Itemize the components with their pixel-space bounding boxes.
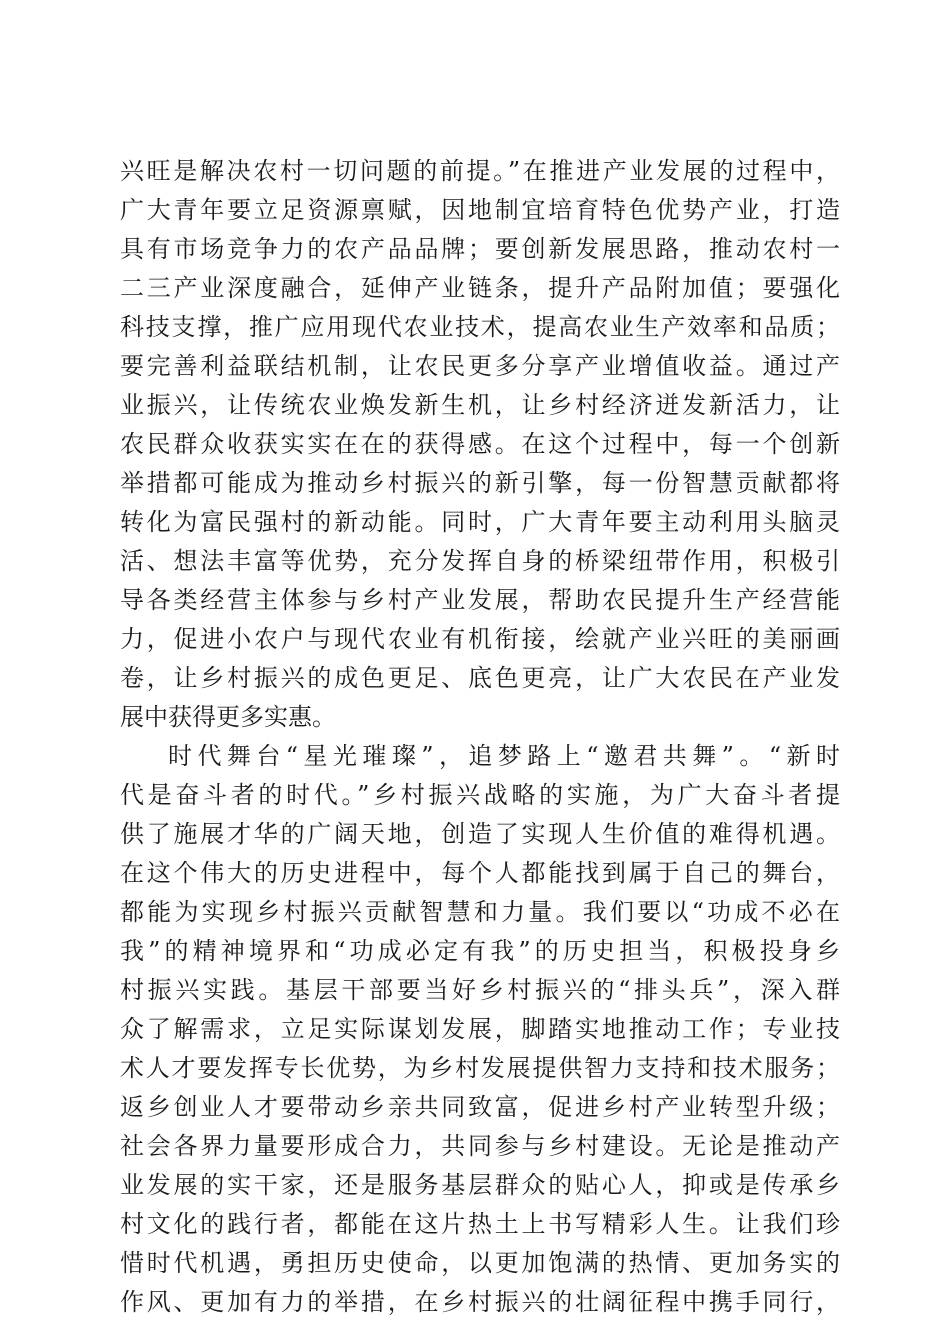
- text-line: 卷，让乡村振兴的成色更足、底色更亮，让广大农民在产业发: [120, 664, 840, 692]
- text-line: 举措都可能成为推动乡村振兴的新引擎，每一份智慧贡献都将: [120, 469, 840, 497]
- text-line: 惜时代机遇，勇担历史使命，以更加饱满的热情、更加务实的: [120, 1249, 840, 1277]
- text-line: 业振兴，让传统农业焕发新生机，让乡村经济迸发新活力，让: [120, 391, 840, 419]
- text-line: 代是奋斗者的时代。”乡村振兴战略的实施，为广大奋斗者提: [120, 781, 840, 809]
- text-line: 我”的精神境界和“功成必定有我”的历史担当，积极投身乡: [120, 937, 840, 965]
- text-line: 要完善利益联结机制，让农民更多分享产业增值收益。通过产: [120, 352, 840, 380]
- text-line: 村文化的践行者，都能在这片热土上书写精彩人生。让我们珍: [120, 1210, 840, 1238]
- text-line: 农民群众收获实实在在的获得感。在这个过程中，每一个创新: [120, 430, 840, 458]
- text-line: 活、想法丰富等优势，充分发挥自身的桥梁纽带作用，积极引: [120, 547, 840, 575]
- text-line: 具有市场竞争力的农产品品牌；要创新发展思路，推动农村一: [120, 235, 840, 263]
- text-line: 转化为富民强村的新动能。同时，广大青年要主动利用头脑灵: [120, 508, 840, 536]
- text-line: 供了施展才华的广阔天地，创造了实现人生价值的难得机遇。: [120, 820, 840, 848]
- text-line: 展中获得更多实惠。: [120, 703, 336, 731]
- text-line: 时代舞台“星光璀璨”，追梦路上“邀君共舞”。“新时: [168, 742, 840, 770]
- text-line: 作风、更加有力的举措，在乡村振兴的壮阔征程中携手同行，: [120, 1288, 840, 1316]
- text-line: 兴旺是解决农村一切问题的前提。”在推进产业发展的过程中，: [120, 157, 840, 185]
- text-line: 术人才要发挥专长优势，为乡村发展提供智力支持和技术服务；: [120, 1054, 840, 1082]
- text-line: 导各类经营主体参与乡村产业发展，帮助农民提升生产经营能: [120, 586, 840, 614]
- text-line: 在这个伟大的历史进程中，每个人都能找到属于自己的舞台，: [120, 859, 840, 887]
- text-line: 返乡创业人才要带动乡亲共同致富，促进乡村产业转型升级；: [120, 1093, 840, 1121]
- text-line: 业发展的实干家，还是服务基层群众的贴心人，抑或是传承乡: [120, 1171, 840, 1199]
- text-line: 科技支撑，推广应用现代农业技术，提高农业生产效率和品质；: [120, 313, 840, 341]
- paragraph-2: [120, 737, 840, 1322]
- text-line: 都能为实现乡村振兴贡献智慧和力量。我们要以“功成不必在: [120, 898, 840, 926]
- paragraph-1: [120, 152, 840, 737]
- text-line: 力，促进小农户与现代农业有机衔接，绘就产业兴旺的美丽画: [120, 625, 840, 653]
- text-line: 二三产业深度融合，延伸产业链条，提升产品附加值；要强化: [120, 274, 840, 302]
- text-line: 广大青年要立足资源禀赋，因地制宜培育特色优势产业，打造: [120, 196, 840, 224]
- text-line: 社会各界力量要形成合力，共同参与乡村建设。无论是推动产: [120, 1132, 840, 1160]
- document-body: [120, 152, 840, 1322]
- text-line: 村振兴实践。基层干部要当好乡村振兴的“排头兵”，深入群: [120, 976, 840, 1004]
- text-line: 众了解需求，立足实际谋划发展，脚踏实地推动工作；专业技: [120, 1015, 840, 1043]
